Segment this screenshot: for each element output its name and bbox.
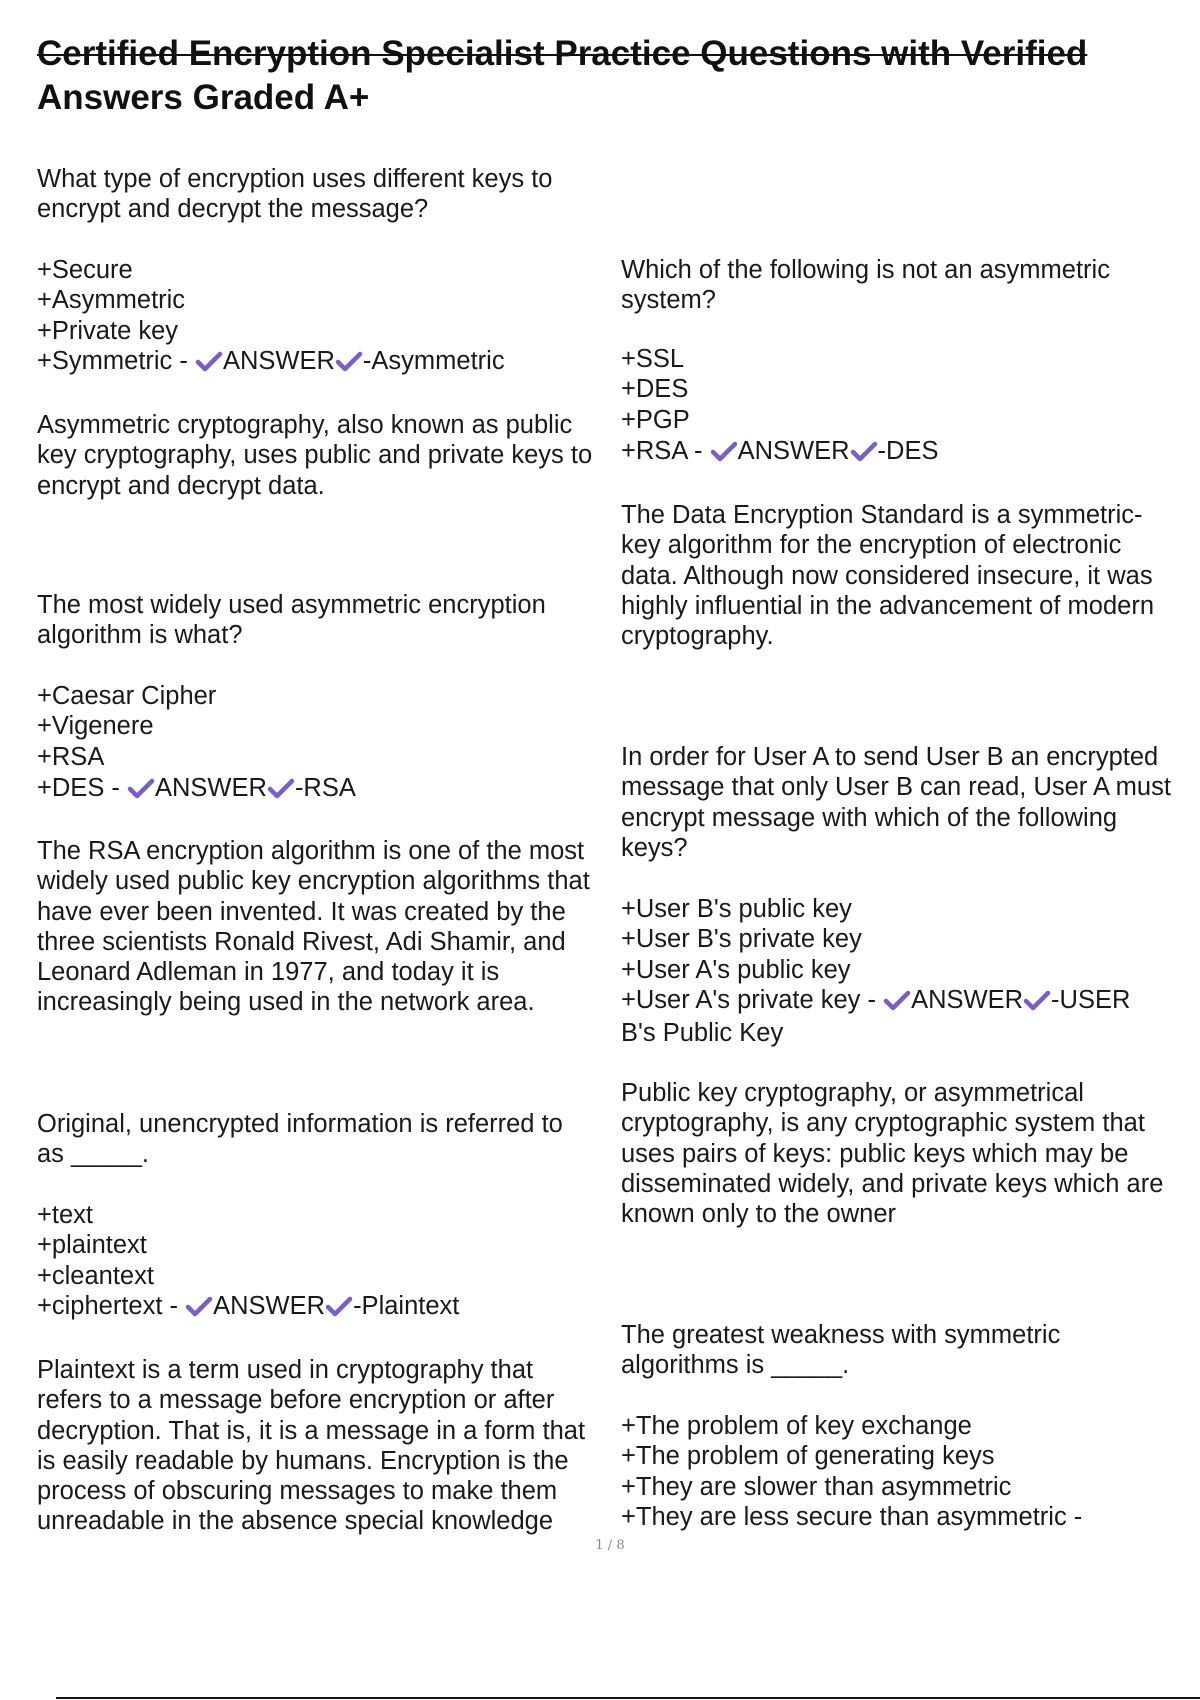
text-line: highly influential in the advancement of modern (621, 591, 1154, 620)
check-icon (850, 439, 878, 463)
text-line: +Asymmetric (37, 286, 186, 315)
text-line: +The problem of key exchange (621, 1412, 972, 1440)
check-icon (195, 349, 223, 373)
text-line: +The problem of generating keys (621, 1442, 995, 1471)
q3-question (37, 1109, 563, 1170)
check-icon (325, 1294, 353, 1318)
q1-question (37, 164, 552, 225)
q2-question (37, 590, 546, 651)
q4-explanation (621, 500, 1154, 651)
text-line: three scientists Ronald Rivest, Adi Shamir, and (37, 927, 566, 956)
q5-question (621, 742, 1171, 863)
q5-last-option: +User A's private key - (621, 986, 876, 1014)
text-line: message that only User B can read, User A must (621, 773, 1171, 802)
answer-marker: ANSWER (222, 347, 335, 375)
document-title-line-2: Answers Graded A+ (37, 78, 370, 117)
text-line: Original, unencrypted information is referred to (37, 1110, 563, 1138)
q2-answer-line (37, 773, 356, 803)
q3-last-option: +ciphertext - (37, 1292, 179, 1320)
text-line: +Vigenere (37, 712, 154, 741)
text-line: refers to a message before encryption or after (37, 1386, 555, 1415)
answer-marker: ANSWER (213, 1292, 326, 1320)
q3-options (37, 1200, 154, 1291)
text-line: increasingly being used in the network area. (37, 988, 535, 1017)
text-line: +text (37, 1201, 93, 1229)
text-line: The RSA encryption algorithm is one of the most (37, 837, 585, 865)
text-line: +They are less secure than asymmetric - (621, 1502, 1083, 1531)
q5-answer: -USER (1051, 986, 1131, 1014)
text-line: key cryptography, uses public and private keys to (37, 441, 593, 470)
q2-answer: -RSA (294, 774, 356, 802)
page-number: 1 / 8 (595, 1538, 625, 1553)
text-line: widely used public key encryption algorithms that (37, 867, 590, 896)
q2-explanation (37, 836, 590, 1018)
text-line: unreadable in the absence special knowledge (37, 1507, 554, 1536)
text-line: +PGP (621, 405, 690, 434)
text-line: +plaintext (37, 1231, 147, 1260)
text-line: +cleantext (37, 1261, 154, 1290)
text-line: process of obscuring messages to make them (37, 1477, 558, 1506)
text-line: algorithm is what? (37, 621, 243, 650)
q4-answer-line (621, 436, 938, 466)
q4-question (621, 255, 1110, 316)
q4-options (621, 344, 690, 435)
text-line: system? (621, 286, 716, 315)
q5-answer-line (621, 985, 1130, 1015)
text-line: data. Although now considered insecure, it was (621, 561, 1153, 590)
q3-answer: -Plaintext (353, 1292, 460, 1320)
page-bottom-rule (56, 1697, 1200, 1699)
text-line: +DES (621, 375, 689, 404)
text-line: +User B's public key (621, 895, 852, 923)
q6-question (621, 1320, 1060, 1381)
text-line: The Data Encryption Standard is a symmetric- (621, 501, 1143, 529)
check-icon (335, 349, 363, 373)
text-line: encrypt and decrypt data. (37, 471, 325, 500)
q1-last-option: +Symmetric - (37, 347, 188, 375)
text-line: The most widely used asymmetric encryption (37, 591, 546, 619)
text-line: as _____. (37, 1140, 150, 1169)
text-line: Asymmetric cryptography, also known as public (37, 411, 573, 439)
check-icon (185, 1294, 213, 1318)
q5-answer-continued: B's Public Key (621, 1019, 784, 1047)
text-line: Which of the following is not an asymmetric (621, 256, 1110, 284)
check-icon (883, 988, 911, 1012)
answer-marker: ANSWER (155, 774, 267, 802)
text-line: disseminated widely, and private keys which are (621, 1169, 1164, 1198)
text-line: is easily readable by humans. Encryption is the (37, 1446, 569, 1475)
text-line: +SSL (621, 345, 685, 373)
text-line: decryption. That is, it is a message in a form that (37, 1416, 586, 1445)
q6-options (621, 1411, 1082, 1532)
check-icon (710, 439, 738, 463)
q4-answer: -DES (877, 437, 939, 465)
q3-answer-line (37, 1291, 459, 1321)
q1-explanation (37, 410, 592, 501)
answer-marker: ANSWER (737, 437, 850, 465)
text-line: +They are slower than asymmetric (621, 1472, 1012, 1501)
check-icon (127, 776, 155, 800)
q2-last-option: +DES - (37, 774, 120, 802)
text-line: +Private key (37, 316, 179, 345)
text-line: Public key cryptography, or asymmetrical (621, 1079, 1084, 1107)
text-line: What type of encryption uses different keys to (37, 165, 553, 193)
q5-explanation (621, 1078, 1163, 1229)
text-line: cryptography. (621, 622, 774, 651)
text-line: encrypt and decrypt the message? (37, 195, 429, 224)
text-line: +Secure (37, 256, 133, 284)
check-icon (267, 776, 295, 800)
text-line: +User A's public key (621, 955, 851, 984)
text-line: key algorithm for the encryption of electronic (621, 531, 1122, 560)
text-line: algorithms is _____. (621, 1351, 850, 1380)
text-line: +Caesar Cipher (37, 682, 217, 710)
q5-options (621, 894, 862, 985)
q1-options (37, 255, 185, 346)
text-line: known only to the owner (621, 1200, 896, 1229)
text-line: Leonard Adleman in 1977, and today it is (37, 958, 500, 987)
check-icon (1023, 988, 1051, 1012)
text-line: Plaintext is a term used in cryptography that (37, 1356, 534, 1384)
q4-last-option: +RSA - (621, 437, 703, 465)
text-line: +User B's private key (621, 925, 862, 954)
q3-explanation (37, 1355, 585, 1537)
text-line: In order for User A to send User B an encrypted (621, 743, 1159, 771)
text-line: +RSA (37, 742, 105, 771)
text-line: have ever been invented. It was created by the (37, 897, 566, 926)
document-title-line-1: Certified Encryption Specialist Practice Questions with Verified (37, 34, 1088, 73)
text-line: keys? (621, 833, 688, 862)
q1-answer: -Asymmetric (362, 347, 505, 375)
text-line: encrypt message with which of the following (621, 803, 1118, 832)
q1-answer-line (37, 346, 505, 376)
text-line: uses pairs of keys: public keys which may be (621, 1139, 1129, 1168)
text-line: The greatest weakness with symmetric (621, 1321, 1061, 1349)
q2-options (37, 681, 216, 772)
answer-marker: ANSWER (911, 986, 1024, 1014)
text-line: cryptography, is any cryptographic system that (621, 1109, 1145, 1138)
